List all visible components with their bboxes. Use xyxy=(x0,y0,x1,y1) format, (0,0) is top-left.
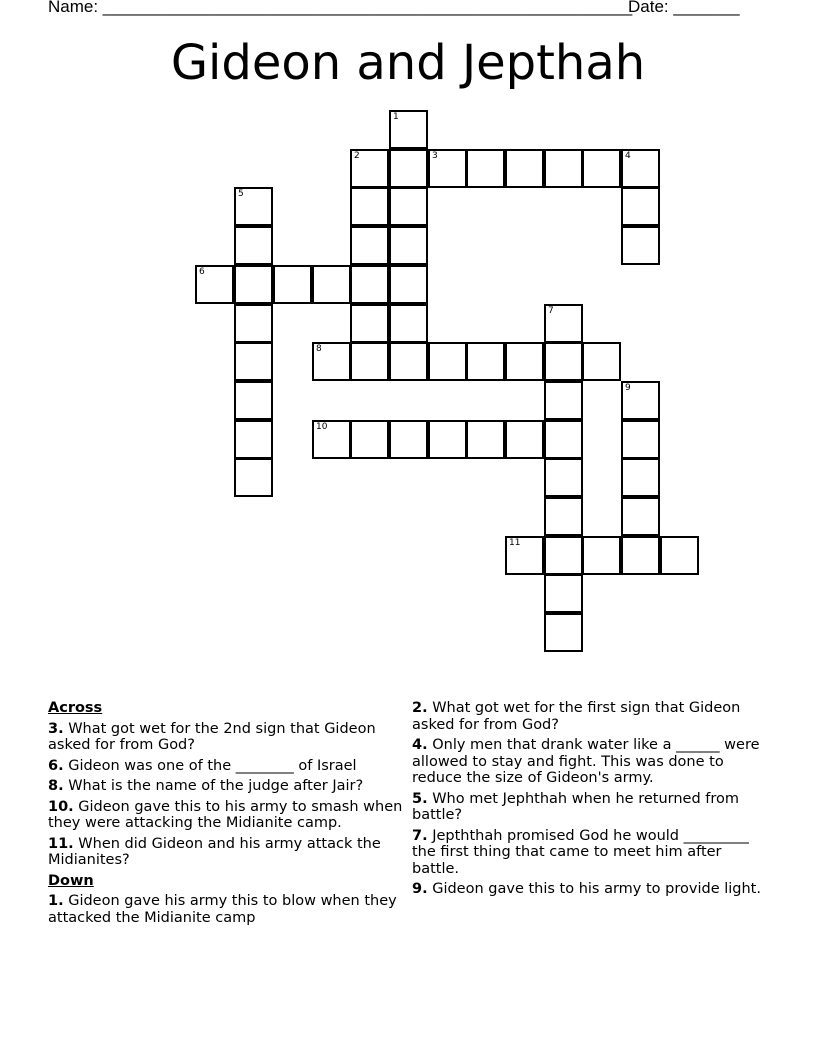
cell-number: 1 xyxy=(393,112,399,122)
clue-text: Gideon gave his army this to blow when they attacked the Midianite camp xyxy=(48,893,397,926)
grid-cell[interactable] xyxy=(389,304,428,343)
grid-cell[interactable] xyxy=(505,149,544,188)
grid-cell[interactable] xyxy=(195,265,234,304)
grid-cell[interactable] xyxy=(582,536,621,575)
grid-cell[interactable] xyxy=(389,110,428,149)
clue-text: What got wet for the first sign that Gideon asked for from God? xyxy=(412,700,741,733)
grid-cell[interactable] xyxy=(350,342,389,381)
grid-cell[interactable] xyxy=(350,226,389,265)
cell-number: 6 xyxy=(199,267,205,277)
clue-text: Gideon gave this to his army to provide light. xyxy=(427,881,761,897)
clue-number: 7. xyxy=(412,827,428,844)
grid-cell[interactable] xyxy=(544,381,583,420)
clue-text: Gideon was one of the ________ of Israel xyxy=(63,757,357,774)
grid-cell[interactable] xyxy=(273,265,312,304)
grid-cell[interactable] xyxy=(621,381,660,420)
clue-number: 1. xyxy=(48,893,64,909)
grid-cell[interactable] xyxy=(505,536,544,575)
cell-number: 8 xyxy=(316,344,322,354)
grid-cell[interactable] xyxy=(428,420,467,459)
clue xyxy=(48,758,404,775)
clue-number: 10. xyxy=(48,798,74,815)
cell-number: 11 xyxy=(509,538,521,548)
grid-cell[interactable] xyxy=(621,187,660,226)
cell-number: 7 xyxy=(548,306,554,316)
grid-cell[interactable] xyxy=(544,420,583,459)
grid-cell[interactable] xyxy=(544,536,583,575)
cell-number: 4 xyxy=(625,151,631,161)
cell-number: 10 xyxy=(316,422,328,432)
grid-cell[interactable] xyxy=(350,265,389,304)
grid-cell[interactable] xyxy=(544,613,583,652)
grid-cell[interactable] xyxy=(389,342,428,381)
clue-text: When did Gideon and his army attack the Midianites? xyxy=(48,835,381,868)
grid-cell[interactable] xyxy=(544,497,583,536)
grid-cell[interactable] xyxy=(466,342,505,381)
grid-cell[interactable] xyxy=(312,265,351,304)
grid-cell[interactable] xyxy=(544,458,583,497)
grid-cell[interactable] xyxy=(350,304,389,343)
grid-cell[interactable] xyxy=(621,458,660,497)
grid-cell[interactable] xyxy=(312,342,351,381)
grid-cell[interactable] xyxy=(234,304,273,343)
grid-cell[interactable] xyxy=(350,420,389,459)
clue-text: Jepththah promised God he would _________ the first thing that came to meet him after battle. xyxy=(412,827,749,877)
grid-cell[interactable] xyxy=(428,342,467,381)
clue-number: 2. xyxy=(412,700,428,716)
grid-cell[interactable] xyxy=(234,381,273,420)
cell-number: 5 xyxy=(238,189,244,199)
grid-cell[interactable] xyxy=(544,304,583,343)
grid-cell[interactable] xyxy=(544,149,583,188)
grid-cell[interactable] xyxy=(505,420,544,459)
grid-cell[interactable] xyxy=(350,187,389,226)
grid-cell[interactable] xyxy=(389,187,428,226)
grid-cell[interactable] xyxy=(544,574,583,613)
section-heading: Down xyxy=(48,872,94,889)
clue-number: 6. xyxy=(48,757,64,774)
grid-cell[interactable] xyxy=(312,420,351,459)
clue-number: 9. xyxy=(412,881,428,897)
clue xyxy=(412,791,772,824)
clue-number: 5. xyxy=(412,790,428,807)
clue xyxy=(412,828,772,878)
name-field[interactable]: Name: ________________________________________________________ xyxy=(48,0,633,16)
clue-text: What is the name of the judge after Jair? xyxy=(63,778,364,794)
grid-cell[interactable] xyxy=(234,342,273,381)
grid-cell[interactable] xyxy=(621,226,660,265)
section-heading: Across xyxy=(48,700,103,716)
clue xyxy=(412,700,772,733)
clue-number: 11. xyxy=(48,835,74,852)
grid-cell[interactable] xyxy=(621,149,660,188)
page-title: Gideon and Jepthah xyxy=(170,35,646,91)
grid-cell[interactable] xyxy=(582,342,621,381)
grid-cell[interactable] xyxy=(389,226,428,265)
grid-cell[interactable] xyxy=(428,149,467,188)
grid-cell[interactable] xyxy=(544,342,583,381)
cell-number: 2 xyxy=(354,151,360,161)
clue-number: 4. xyxy=(412,737,428,753)
grid-cell[interactable] xyxy=(621,420,660,459)
grid-cell[interactable] xyxy=(389,149,428,188)
grid-cell[interactable] xyxy=(234,226,273,265)
grid-cell[interactable] xyxy=(350,149,389,188)
grid-cell[interactable] xyxy=(389,265,428,304)
grid-cell[interactable] xyxy=(621,536,660,575)
cell-number: 3 xyxy=(432,151,438,161)
grid-cell[interactable] xyxy=(621,497,660,536)
clue-text: Who met Jephthah when he returned from battle? xyxy=(412,790,740,823)
grid-cell[interactable] xyxy=(466,149,505,188)
clue xyxy=(48,893,404,926)
clue xyxy=(48,778,404,795)
clue-text: What got wet for the 2nd sign that Gideon asked for from God? xyxy=(48,720,376,753)
grid-cell[interactable] xyxy=(466,420,505,459)
clue-number: 3. xyxy=(48,720,64,737)
grid-cell[interactable] xyxy=(582,149,621,188)
clue xyxy=(48,799,404,832)
grid-cell[interactable] xyxy=(660,536,699,575)
clue xyxy=(48,721,404,754)
clue-number: 8. xyxy=(48,778,64,794)
clue xyxy=(48,836,404,869)
grid-cell[interactable] xyxy=(234,265,273,304)
clue-text: Only men that drank water like a ______ were allowed to stay and fight. This was done to reduce the size of Gideon's army. xyxy=(412,737,760,786)
clue-text: Gideon gave this to his army to smash when they were attacking the Midianite camp. xyxy=(48,798,403,831)
grid-cell[interactable] xyxy=(389,420,428,459)
clue xyxy=(412,881,772,898)
grid-cell[interactable] xyxy=(234,187,273,226)
clue xyxy=(412,737,772,787)
grid-cell[interactable] xyxy=(234,420,273,459)
cell-number: 9 xyxy=(625,383,631,393)
grid-cell[interactable] xyxy=(234,458,273,497)
grid-cell[interactable] xyxy=(505,342,544,381)
clues-left-column xyxy=(48,700,404,930)
date-field[interactable]: Date: _______ xyxy=(628,0,740,16)
clues-right-column xyxy=(412,700,772,902)
